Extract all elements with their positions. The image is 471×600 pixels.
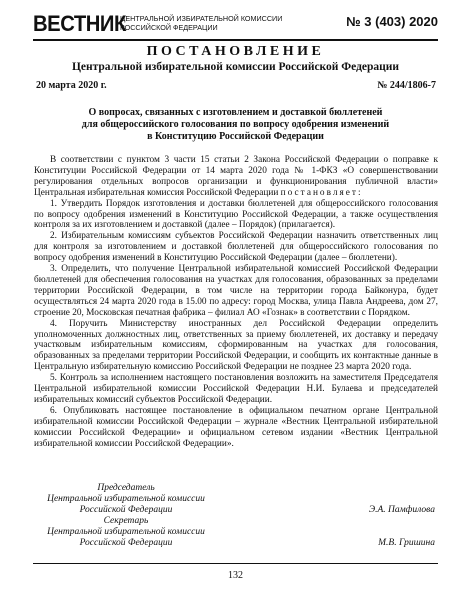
preamble-text: В соответствии с пунктом 3 части 15 статьи 2 Закона Российской Федерации о поправке к Конституции Российской Федерации от 14 марта 2020 года № 1-ФКЗ «О совершенствовании регулирования отдельных вопросов организации и функционирования публичной власти» Центральная избирательная комиссия Российской Федерации [34,155,438,198]
journal-subtitle [120,14,290,32]
role-line: Российской Федерации [79,538,173,548]
decree-word: постановляет: [280,187,363,198]
journal-header [33,12,438,36]
paragraph-6: 6. Опубликовать настоящее постановление в официальном печатном органе Центральной избирательной комиссии Российской Федерации – журнале «Вестник Центральной избирательной комиссии Российской Федерации» и официальном сетевом издании «Вестник Центральной избирательной комиссии Российской Федерации». [34,405,438,449]
subtitle-line: ЦЕНТРАЛЬНОЙ ИЗБИРАТЕЛЬНОЙ КОМИССИИ [120,14,283,23]
role-line: Секретарь [103,516,149,526]
role-line: Центральной избирательной комиссии [47,527,205,537]
document-issuer: Центральной избирательной комиссии Российской Федерации [71,61,400,73]
document-title [33,107,438,143]
signatory-role-chair [36,483,216,516]
paragraph-1: 1. Утвердить Порядок изготовления и доставки бюллетеней для общероссийского голосования по вопросу одобрения изменений в Конституцию Российской Федерации, а также осуществления контроля за их изготовлением и доставкой (далее – Порядок) (прилагается). [34,198,438,231]
role-line: Центральной избирательной комиссии [47,494,205,504]
footer-divider [33,563,438,564]
subtitle-line: РОССИЙСКОЙ ФЕДЕРАЦИИ [120,23,218,32]
document-number: № 244/1806-7 [377,80,436,91]
paragraph-5: 5. Контроль за исполнением настоящего постановления возложить на заместителя Председателя Центральной избирательной комиссии Российской Федерации Н.И. Булаева и председателей избирательных комиссий субъектов Российской Федерации. [34,373,438,405]
issue-number: № 3 (403) 2020 [346,14,438,29]
document-body [34,155,438,449]
preamble [34,155,438,199]
title-line: для общероссийского голосования по вопросу одобрения изменений [81,119,390,130]
signatory-name-secretary: М.В. Гришина [378,538,435,548]
title-line: О вопросах, связанных с изготовлением и доставкой бюллетеней [88,107,383,118]
role-line: Председатель [97,483,155,493]
document-type: ПОСТАНОВЛЕНИЕ [146,44,325,59]
document-date: 20 марта 2020 г. [36,80,107,91]
role-line: Российской Федерации [79,505,173,515]
paragraph-2: 2. Избирательным комиссиям субъектов Российской Федерации назначить ответственных лиц для контроля за изготовлением и доставкой бюллетеней для общероссийского голосования по вопросу одобрения изменений в Конституцию Российской Федерации (далее – бюллетени). [34,231,438,264]
signatory-role-secretary [36,516,216,549]
signatory-name-chair: Э.А. Памфилова [368,505,435,515]
paragraph-4: 4. Поручить Министерству иностранных дел Российской Федерации определить уполномоченных должностных лиц, ответственных за приему бюллетеней, их доставку и передачу участковым избирательным комиссиям, сформированным на участках для голосования, образованных за пределами территории Российской Федерации, и сообщить их контактные данные в Центральную избирательную комиссию Российской Федерации не позднее 23 марта 2020 года. [34,318,438,373]
title-line: в Конституцию Российской Федерации [147,131,324,142]
page-number: 132 [228,570,243,581]
paragraph-3: 3. Определить, что получение Центральной избирательной комиссией Российской Федерации бюллетеней для обеспечения голосования на участках для голосования, образованных за пределами территории Российской Федерации, в том числе на территории города Байконура, будет осуществляться 24 марта 2020 года в 15.00 по адресу: город Москва, улица Павла Андреева, дом 27, строение 20, Московская печатная фабрика – филиал АО «Гознак» в соответствии с Порядком. [34,264,438,318]
journal-logo: ВЕСТНИК [33,11,126,36]
header-divider [33,39,438,41]
